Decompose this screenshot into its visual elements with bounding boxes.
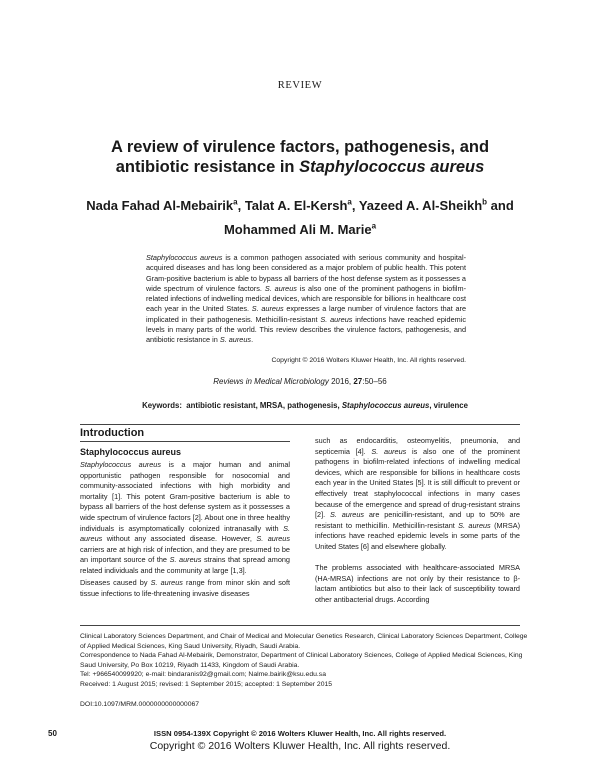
title-line-2-text: antibiotic resistance in: [115, 158, 300, 176]
paragraph: Staphylococcus aureus is a major human and animal opportunistic pathogen responsible for nosocomial and community-associated infections with high morbidity and mortality [1]. This potent Gram-positive bacterium is able to bypass all barriers of the host defense system as it possesses a wide spectrum of virulence factors [2]. About one in three healthy individuals is asymptomatically colonized intranasally with S. aureus without any associated disease. However, S. aureus carriers are at high risk of infection, and they are presumed to be an important source of the S. aureus strains that spread among related individuals and the community at large [1,3].: [80, 460, 290, 575]
author: [245, 198, 359, 213]
doi: DOI:10.1097/MRM.0000000000000067: [80, 701, 200, 708]
keywords-list: antibiotic resistant, MRSA, pathogenesis, Staphylococcus aureus, virulence: [186, 401, 468, 410]
footnote-block: [80, 632, 532, 689]
author-name: Nada Fahad Al-Mebairik: [86, 198, 234, 214]
author-separator: ,: [351, 198, 359, 214]
page-number: 50: [48, 729, 57, 738]
body-column-right: [315, 436, 520, 608]
author-name: Yazeed A. Al-Sheikh: [358, 198, 483, 214]
citation-year: 2016,: [328, 377, 354, 386]
section-divider-top: [80, 424, 520, 425]
keywords-label: Keywords:: [142, 401, 182, 410]
author-name: Talat A. El-Kersh: [244, 198, 348, 214]
footer-issn: ISSN 0954-139X Copyright © 2016 Wolters Kluwer Health, Inc. All rights reserved.: [153, 729, 447, 738]
author: [86, 198, 245, 213]
author-separator: and: [487, 198, 514, 214]
subsection-heading: Staphylococcus aureus: [80, 447, 182, 457]
section-label: REVIEW: [277, 80, 323, 91]
abstract-text: Staphylococcus aureus is a common pathogen associated with serious community and hospital-acquired diseases and has long been considered as a major problem of public health. This potent Gram-positive bacterium is able to bypass all barriers of the host defense system as it possesses a wide spectrum of virulence factors. S. aureus is also one of the prominent pathogens in biofilm-related infections of indwelling medical devices, which are responsible for billions in healthcare cost each year in the United States. S. aureus expresses a large number of virulence factors that are implicated in their pathogenesis. Methicillin-resistant S. aureus infections have reached epidemic levels in many parts of the world. This review describes the virulence factors, pathogenesis, and antibiotic resistance in S. aureus.: [146, 253, 467, 345]
body-column-left-continued: [80, 578, 290, 608]
footer-copyright: Copyright © 2016 Wolters Kluwer Health, Inc. All rights reserved.: [149, 740, 451, 752]
author-affiliation-mark: b: [482, 198, 488, 207]
author: [224, 222, 376, 237]
citation-pages: :50–56: [362, 377, 387, 386]
footnote-dates: Received: 1 August 2015; revised: 1 September 2015; accepted: 1 September 2015: [80, 680, 333, 688]
footnote-affiliations: Clinical Laboratory Sciences Department, and Chair of Medical and Molecular Genetics Research, Clinical Laboratory Sciences Department, College of Applied Medical Sciences, King Saud University, Riyadh, Saudi Arabia.: [80, 633, 528, 650]
author: [359, 198, 514, 213]
author-name: Mohammed Ali M. Marie: [223, 221, 372, 237]
keywords: [140, 401, 470, 411]
footnote-divider: [80, 625, 520, 626]
author-affiliation-mark: a: [347, 198, 352, 207]
title-line-1: A review of virulence factors, pathogenesis, and: [110, 138, 490, 156]
title-line-2: [80, 157, 520, 177]
author-affiliation-mark: a: [371, 221, 377, 231]
journal-name: Reviews in Medical Microbiology: [213, 377, 329, 386]
footnote-correspondence: Correspondence to Nada Fahad Al-Mebairik, Demonstrator, Department of Clinical Laboratory Sciences, College of Applied Medical Sciences, King Saud University, Po Box 10219, Riyadh 11433, Kingdom of Saudi Arabia.: [80, 652, 523, 669]
author-list: [70, 193, 530, 240]
paragraph: such as endocarditis, osteomyelitis, pneumonia, and septicemia [4]. S. aureus is also one of the prominent pathogens in biofilm-related infections of indwelling medical devices, which are responsible for billions in healthcare costs each year in the United States [5]. It is still difficult to prevent or effectively treat staphylococcal infections in many cases because of the emergence and spread of drug-resistant strains [2]. S. aureus are penicillin-resistant, and up to 50% are resistant to methicillin. Methicillin-resistant S. aureus (MRSA) infections have reached epidemic levels in some parts of the United States [6] and elsewhere globally.: [315, 436, 520, 551]
article-title: [80, 137, 520, 177]
author-affiliation-mark: a: [233, 198, 238, 207]
paragraph: Diseases caused by S. aureus range from minor skin and soft tissue infections to life-threatening invasive diseases: [80, 578, 290, 598]
footnote-contact: Tel: +966540099920; e-mail: bindaranis92@gmail.com; Nalme.bairik@ksu.edu.sa: [80, 671, 326, 678]
title-species: Staphylococcus aureus: [299, 158, 485, 176]
abstract-copyright: Copyright © 2016 Wolters Kluwer Health, Inc. All rights reserved.: [271, 357, 466, 364]
section-heading: Introduction: [80, 427, 145, 439]
paragraph: The problems associated with healthcare-associated MRSA (HA-MRSA) infections are not only by their resistance to β-lactam antibiotics but also to their lack of susceptibility toward other antibacterial drugs. According: [315, 563, 520, 604]
citation-volume: 27: [353, 377, 363, 386]
section-divider-heading: [80, 441, 290, 442]
journal-citation: [0, 377, 600, 386]
author-separator: ,: [237, 198, 245, 214]
